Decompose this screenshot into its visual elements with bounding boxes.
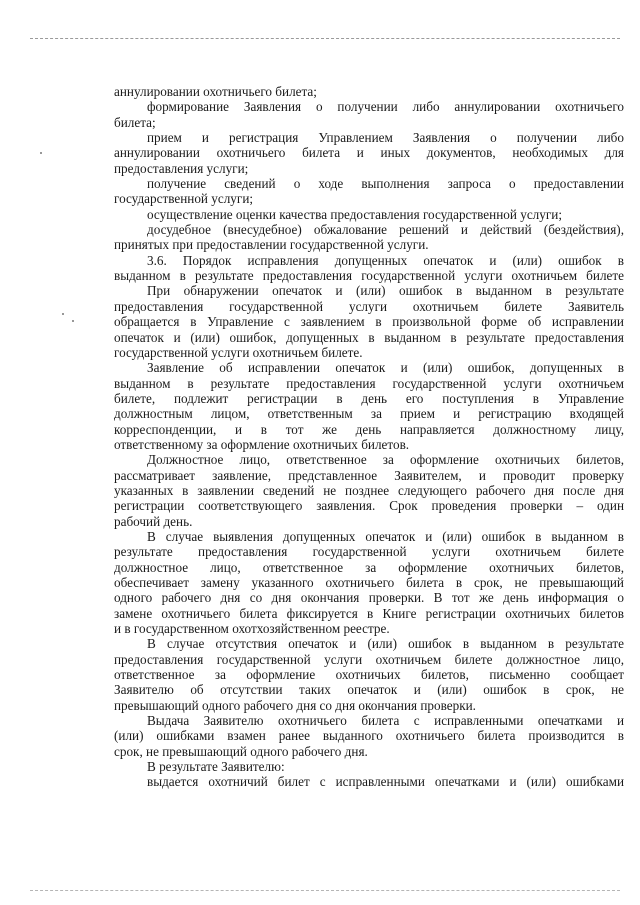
text-line: В случае выявления допущенных опечаток и (или) ошибок в выданном в — [147, 528, 624, 544]
scan-speck — [62, 313, 64, 315]
text-line: государственной услуги; — [114, 191, 254, 207]
document-page — [114, 84, 624, 790]
text-line: предоставления государственной услуги охотничьем билете Заявитель — [114, 298, 624, 314]
text-line: аннулировании охотничьего билета и иных документов, необходимых для — [114, 145, 624, 161]
text-line: выдается охотничий билет с исправленными опечатками и (или) ошибками — [147, 774, 624, 790]
text-line: рабочий день. — [114, 513, 193, 529]
text-line: аннулировании охотничьего билета; — [114, 84, 317, 99]
text-line: Заявителю об отсутствии таких опечаток и (или) ошибок в срок, не — [114, 682, 624, 698]
text-line: превышающий одного рабочего дня со дня окончания проверки. — [114, 697, 476, 713]
text-line: регистрации соответствующего заявления. Срок проведения проверки – один — [114, 498, 624, 514]
text-line: указанных в заявлении сведений не позднее следующего рабочего дня после дня — [114, 482, 624, 498]
text-line: билета; — [114, 114, 156, 130]
scan-artifact-top-line — [30, 38, 620, 39]
text-line: билете, подлежит регистрации в день его поступления в Управление — [114, 390, 624, 406]
scan-artifact-bottom-line — [30, 890, 620, 891]
scan-speck — [72, 320, 74, 322]
text-line: ответственное за оформление охотничьих билетов, письменно сообщает — [114, 667, 624, 683]
text-line: принятых при предоставлении государственной услуги. — [114, 237, 429, 253]
text-line: (или) ошибками взамен ранее выданного охотничьего билета производится в — [114, 728, 624, 744]
text-line: и в государственном охотхозяйственном реестре. — [114, 621, 390, 637]
text-line: опечаток и (или) ошибок, допущенных в выданном в результате предоставления — [114, 329, 624, 345]
text-line: выданном в результате предоставления государственной услуги охотничьем билете — [114, 268, 624, 284]
text-line: рассматривает заявление, представленное Заявителем, и проводит проверку — [114, 467, 624, 483]
text-line: результате предоставления государственной услуги охотничьем билете — [114, 544, 624, 560]
text-line: прием и регистрация Управлением Заявления о получении либо — [147, 130, 624, 146]
text-line: В результате Заявителю: — [147, 759, 285, 775]
text-line: корреспонденции, и в тот же день направляется должностному лицу, — [114, 421, 624, 437]
text-line: 3.6. Порядок исправления допущенных опечаток и (или) ошибок в — [147, 252, 624, 268]
text-line: должностным лицом, ответственным за прием и регистрацию входящей — [114, 406, 624, 422]
text-line: В случае отсутствия опечаток и (или) ошибок в выданном в результате — [147, 636, 624, 652]
text-line: срок, не превышающий одного рабочего дня. — [114, 743, 368, 759]
text-line: получение сведений о ходе выполнения запроса о предоставлении — [147, 176, 624, 192]
text-line: Заявление об исправлении опечаток и (или) ошибок, допущенных в — [147, 360, 624, 376]
text-line: Должностное лицо, ответственное за оформление охотничьих билетов, — [147, 452, 624, 468]
text-line: досудебное (внесудебное) обжалование решений и действий (бездействия), — [147, 222, 624, 238]
text-line: формирование Заявления о получении либо аннулировании охотничьего — [147, 99, 624, 115]
text-line: предоставления услуги; — [114, 160, 249, 176]
text-line: одного рабочего дня со дня окончания проверки. В тот же день информация о — [114, 590, 624, 606]
text-line: Выдача Заявителю охотничьего билета с исправленными опечатками и — [147, 713, 624, 729]
text-line: выданном в результате предоставления государственной услуги охотничьем — [114, 375, 624, 391]
text-line: ответственному за оформление охотничьих билетов. — [114, 436, 410, 452]
text-line: предоставления государственной услуги охотничьем билете должностное лицо, — [114, 651, 624, 667]
text-line: замене охотничьего билета фиксируется в Книге регистрации охотничьих билетов — [114, 605, 624, 621]
text-line: должностное лицо, ответственное за оформление охотничьих билетов, — [114, 559, 624, 575]
text-line: обеспечивает замену указанного охотничьего билета в срок, не превышающий — [114, 575, 624, 590]
scan-speck — [40, 152, 42, 154]
text-line: обращается в Управление с заявлением в произвольной форме об исправлении — [114, 314, 624, 330]
text-line: государственной услуги охотничьем билете. — [114, 344, 363, 360]
text-line: осуществление оценки качества предоставления государственной услуги; — [147, 206, 562, 222]
text-line: При обнаружении опечаток и (или) ошибок в выданном в результате — [147, 283, 624, 299]
